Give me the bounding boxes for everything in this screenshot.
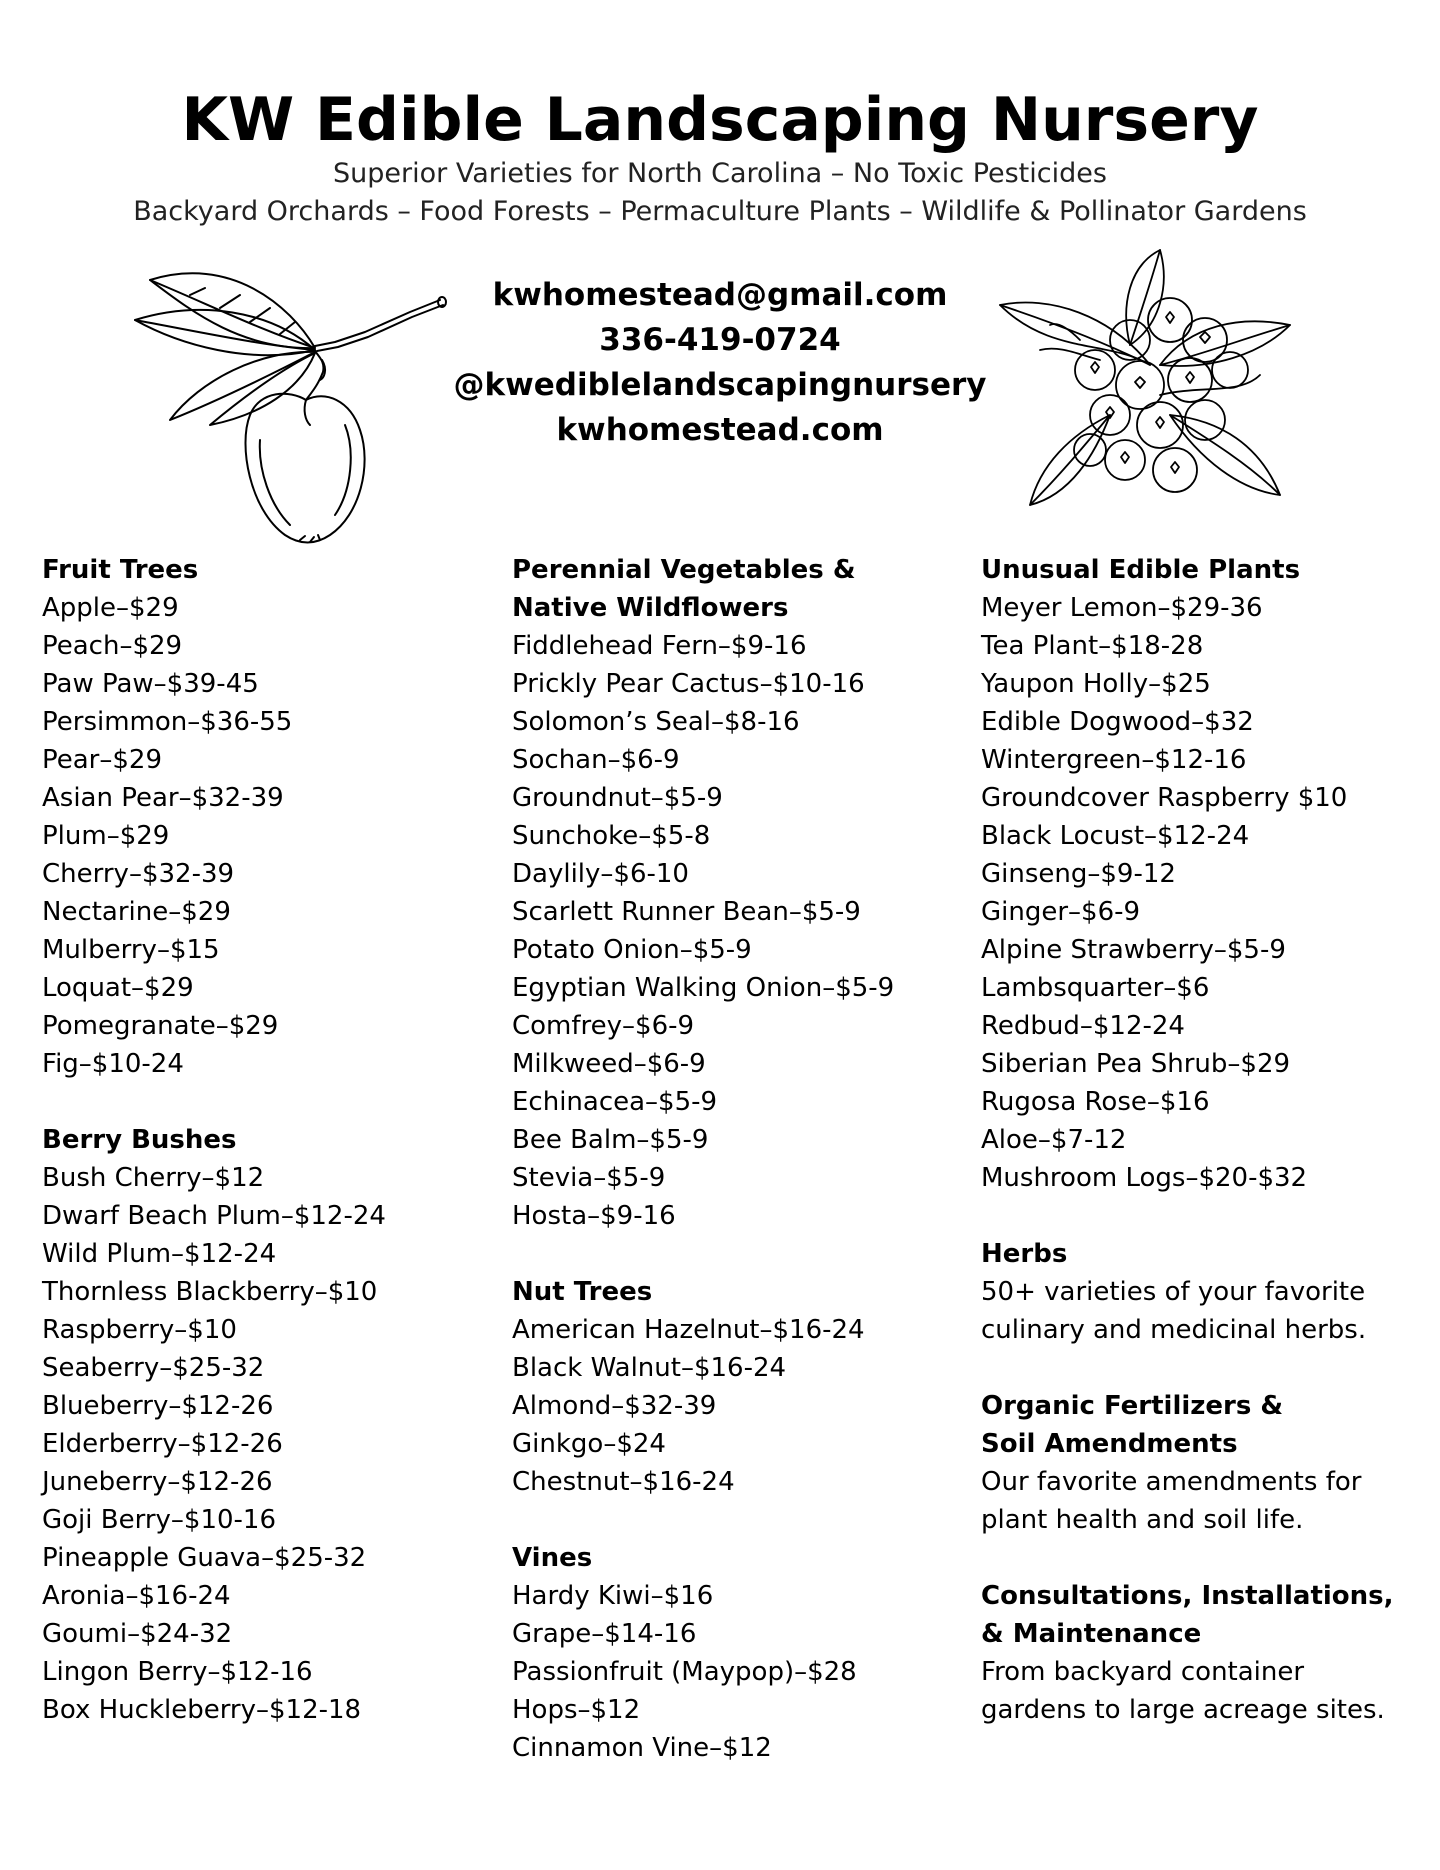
section-description: plant health and soil life.: [981, 1505, 1304, 1535]
section-heading: Organic Fertilizers &: [981, 1391, 1284, 1421]
price-list-item: Potato Onion–$5-9: [512, 935, 752, 965]
price-list-item: Milkweed–$6-9: [512, 1049, 706, 1079]
price-list-item: Black Locust–$12-24: [981, 821, 1250, 851]
section: [981, 1387, 1421, 1539]
section-heading: Vines: [512, 1543, 593, 1573]
price-list-item: Pineapple Guava–$25-32: [42, 1543, 367, 1573]
price-list-item: Cherry–$32-39: [42, 859, 235, 889]
social-handle[interactable]: @kwediblelandscapingnursery: [453, 367, 987, 403]
price-list-item: Meyer Lemon–$29-36: [981, 593, 1263, 623]
email-link[interactable]: kwhomestead@gmail.com: [492, 277, 948, 313]
apple-branch-icon: [110, 250, 450, 550]
section: [42, 551, 512, 1083]
price-list-item: Chestnut–$16-24: [512, 1467, 735, 1497]
section-description: From backyard container: [981, 1657, 1305, 1687]
price-list-item: Bush Cherry–$12: [42, 1163, 265, 1193]
column-middle: [512, 551, 982, 1805]
section-heading: Berry Bushes: [42, 1125, 237, 1155]
website-link[interactable]: kwhomestead.com: [556, 412, 884, 448]
price-list: [512, 1577, 982, 1767]
section-heading: Nut Trees: [512, 1277, 653, 1307]
price-list-item: Wild Plum–$12-24: [42, 1239, 277, 1269]
column-left: [42, 551, 512, 1767]
price-list-item: Wintergreen–$12-16: [981, 745, 1247, 775]
section: [42, 1121, 512, 1729]
section: [981, 1577, 1421, 1729]
price-list-item: Asian Pear–$32-39: [42, 783, 284, 813]
price-list-item: Dwarf Beach Plum–$12-24: [42, 1201, 386, 1231]
price-list-item: Elderberry–$12-26: [42, 1429, 283, 1459]
price-list-item: Yaupon Holly–$25: [981, 669, 1211, 699]
price-list-item: Paw Paw–$39-45: [42, 669, 259, 699]
price-list-item: Alpine Strawberry–$5-9: [981, 935, 1286, 965]
section-heading: & Maintenance: [981, 1619, 1202, 1649]
price-list-item: Tea Plant–$18-28: [981, 631, 1204, 661]
tagline-services: Backyard Orchards – Food Forests – Permaculture Plants – Wildlife & Pollinator Gardens: [133, 196, 1307, 227]
price-list-item: Stevia–$5-9: [512, 1163, 666, 1193]
price-list-item: Goji Berry–$10-16: [42, 1505, 276, 1535]
price-list: [512, 1311, 982, 1501]
section: [981, 551, 1421, 1197]
price-list-item: Blueberry–$12-26: [42, 1391, 274, 1421]
section-heading: Fruit Trees: [42, 555, 199, 585]
price-list-item: Groundcover Raspberry $10: [981, 783, 1348, 813]
price-list-item: Lingon Berry–$12-16: [42, 1657, 313, 1687]
price-list-item: Aronia–$16-24: [42, 1581, 231, 1611]
phone-number[interactable]: 336-419-0724: [599, 322, 841, 358]
section: [512, 1539, 982, 1767]
section-heading: Consultations, Installations,: [981, 1581, 1394, 1611]
price-list-item: Hardy Kiwi–$16: [512, 1581, 714, 1611]
price-list-item: Almond–$32-39: [512, 1391, 717, 1421]
price-list-item: Bee Balm–$5-9: [512, 1125, 709, 1155]
price-list-item: Pear–$29: [42, 745, 162, 775]
price-list-item: Edible Dogwood–$32: [981, 707, 1254, 737]
section: [512, 551, 982, 1235]
price-list-item: Lambsquarter–$6: [981, 973, 1210, 1003]
section-heading: Perennial Vegetables &: [512, 555, 856, 585]
blueberry-cluster-icon: [990, 245, 1320, 520]
section-description: Our favorite amendments for: [981, 1467, 1362, 1497]
price-list-item: Hosta–$9-16: [512, 1201, 676, 1231]
price-list-item: Loquat–$29: [42, 973, 194, 1003]
page-title: KW Edible Landscaping Nursery: [181, 85, 1259, 156]
section: [512, 1273, 982, 1501]
price-list-item: Fig–$10-24: [42, 1049, 184, 1079]
section-description: culinary and medicinal herbs.: [981, 1315, 1367, 1345]
price-list-item: Ginkgo–$24: [512, 1429, 666, 1459]
tagline-varieties: Superior Varieties for North Carolina – No Toxic Pesticides: [333, 158, 1107, 189]
price-list-item: Groundnut–$5-9: [512, 783, 723, 813]
section-heading: Unusual Edible Plants: [981, 555, 1301, 585]
price-list-item: Passionfruit (Maypop)–$28: [512, 1657, 857, 1687]
price-list-item: American Hazelnut–$16-24: [512, 1315, 865, 1345]
price-list-item: Egyptian Walking Onion–$5-9: [512, 973, 895, 1003]
section: [981, 1235, 1421, 1349]
price-list-item: Echinacea–$5-9: [512, 1087, 718, 1117]
price-list-item: Sochan–$6-9: [512, 745, 680, 775]
price-list-item: Rugosa Rose–$16: [981, 1087, 1210, 1117]
price-list-item: Scarlett Runner Bean–$5-9: [512, 897, 861, 927]
price-list-item: Apple–$29: [42, 593, 179, 623]
section-heading: Herbs: [981, 1239, 1068, 1269]
price-list: [42, 1159, 512, 1729]
price-list-item: Goumi–$24-32: [42, 1619, 233, 1649]
price-list-item: Daylily–$6-10: [512, 859, 689, 889]
section-description: 50+ varieties of your favorite: [981, 1277, 1366, 1307]
price-list-item: Aloe–$7-12: [981, 1125, 1127, 1155]
price-list-item: Siberian Pea Shrub–$29: [981, 1049, 1291, 1079]
section-description: gardens to large acreage sites.: [981, 1695, 1385, 1725]
price-list-item: Sunchoke–$5-8: [512, 821, 711, 851]
price-list-item: Ginger–$6-9: [981, 897, 1141, 927]
price-list-item: Fiddlehead Fern–$9-16: [512, 631, 807, 661]
price-list-item: Prickly Pear Cactus–$10-16: [512, 669, 865, 699]
price-list: [981, 589, 1421, 1197]
price-list-item: Box Huckleberry–$12-18: [42, 1695, 362, 1725]
section-heading: Soil Amendments: [981, 1429, 1238, 1459]
price-list-item: Comfrey–$6-9: [512, 1011, 695, 1041]
price-list: [512, 627, 982, 1235]
price-list: [42, 589, 512, 1083]
price-list-item: Grape–$14-16: [512, 1619, 697, 1649]
section-heading: Native Wildflowers: [512, 593, 789, 623]
column-right: [981, 551, 1421, 1767]
price-list-item: Solomon’s Seal–$8-16: [512, 707, 800, 737]
price-list-item: Thornless Blackberry–$10: [42, 1277, 378, 1307]
contact-block: [420, 273, 1020, 453]
price-list-item: Ginseng–$9-12: [981, 859, 1176, 889]
price-list-item: Seaberry–$25-32: [42, 1353, 265, 1383]
price-list-item: Mushroom Logs–$20-$32: [981, 1163, 1308, 1193]
price-list-item: Pomegranate–$29: [42, 1011, 279, 1041]
price-list-item: Nectarine–$29: [42, 897, 231, 927]
price-list-item: Mulberry–$15: [42, 935, 220, 965]
price-list-item: Cinnamon Vine–$12: [512, 1733, 772, 1763]
price-list-item: Redbud–$12-24: [981, 1011, 1185, 1041]
price-list-item: Peach–$29: [42, 631, 183, 661]
price-list-item: Raspberry–$10: [42, 1315, 237, 1345]
price-list-item: Plum–$29: [42, 821, 170, 851]
price-list-item: Hops–$12: [512, 1695, 641, 1725]
price-list-item: Juneberry–$12-26: [42, 1467, 273, 1497]
price-list-item: Black Walnut–$16-24: [512, 1353, 787, 1383]
price-list-item: Persimmon–$36-55: [42, 707, 293, 737]
